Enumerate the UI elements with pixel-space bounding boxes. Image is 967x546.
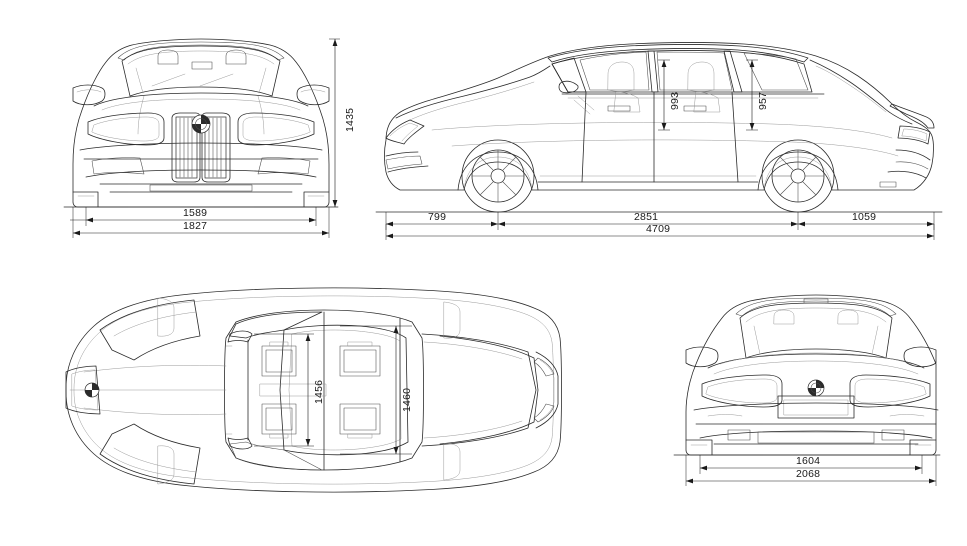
dim-front-overhang: 799 xyxy=(428,211,447,223)
dim-rear-track: 1604 xyxy=(796,455,821,467)
dim-front-width: 1827 xyxy=(183,220,208,232)
side-elevation-view xyxy=(372,14,947,244)
dim-front-track: 1589 xyxy=(183,207,208,219)
top-plan-view xyxy=(40,272,580,522)
dim-front-height: 1435 xyxy=(344,107,356,132)
dim-rear-width-mirrors: 2068 xyxy=(796,468,821,480)
rear-elevation-view xyxy=(650,272,940,512)
side-view-drawing xyxy=(372,14,947,244)
top-view-drawing xyxy=(40,272,580,522)
dim-headroom-rear: 957 xyxy=(757,91,769,110)
dim-headroom-front: 993 xyxy=(669,91,681,110)
front-elevation-view xyxy=(40,14,356,244)
dim-rear-overhang: 1059 xyxy=(852,211,877,223)
dim-total-length: 4709 xyxy=(646,223,671,235)
dim-shoulder-front: 1456 xyxy=(313,379,325,404)
dim-wheelbase: 2851 xyxy=(634,211,659,223)
dim-shoulder-rear: 1460 xyxy=(401,387,413,412)
rear-view-drawing xyxy=(650,272,940,512)
